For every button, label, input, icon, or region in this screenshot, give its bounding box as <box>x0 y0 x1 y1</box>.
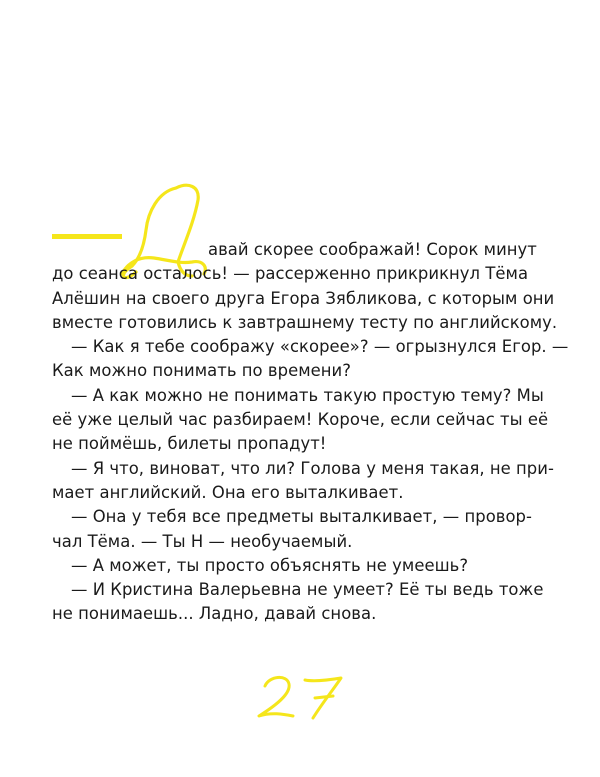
paragraph-line: вместе готовились к завтрашнему тесту по английскому. <box>52 312 558 332</box>
paragraph-line: авай скорее соображай! Сорок минут <box>208 240 537 259</box>
paragraph-line: мает английский. Она его выталкивает. <box>52 482 404 502</box>
paragraph-line: — Она у тебя все предметы выталкивает, — провор- <box>71 507 532 527</box>
paragraph-line: — А может, ты просто объяснять не умеешь? <box>71 555 469 575</box>
paragraph-line: не понимаешь... Ладно, давай снова. <box>52 604 377 624</box>
paragraph-line: не поймёшь, билеты пропадут! <box>52 434 327 454</box>
paragraph-line: Как можно понимать по времени? <box>52 361 351 381</box>
paragraph-line: — Как я тебе соображу «скорее»? — огрызнулся Егор. — <box>71 337 569 357</box>
paragraph-line: — И Кристина Валерьевна не умеет? Её ты ведь тоже <box>71 580 544 600</box>
paragraph-line: чал Тёма. — Ты Н — необучаемый. <box>52 531 353 551</box>
paragraph-line: Алёшин на своего друга Егора Зябликова, с которым они <box>52 288 555 308</box>
paragraph-line: её уже целый час разбираем! Короче, если сейчас ты её <box>52 410 549 430</box>
paragraph-line: — Я что, виноват, что ли? Голова у меня такая, не при- <box>71 458 554 478</box>
page-number <box>253 672 353 722</box>
paragraph-line: — А как можно не понимать такую простую тему? Мы <box>71 385 544 405</box>
paragraph-line: до сеанса осталось! — рассерженно прикрикнул Тёма <box>52 264 529 284</box>
body-text <box>52 238 569 627</box>
